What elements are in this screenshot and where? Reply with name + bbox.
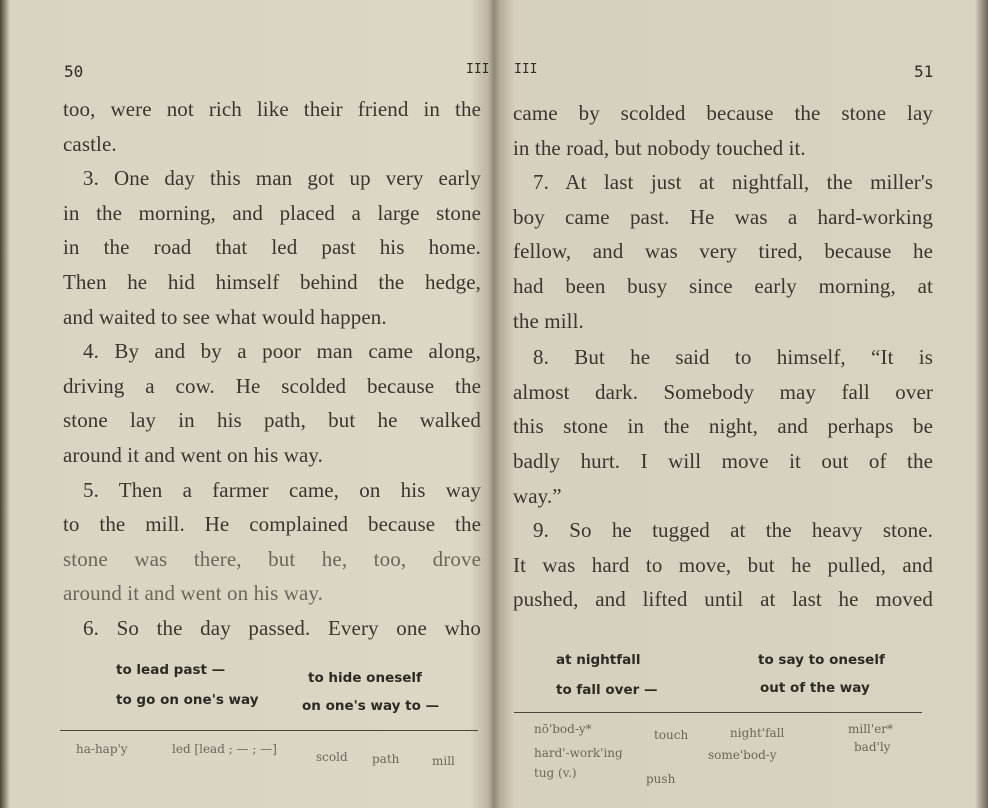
- paragraph-start: 3. One day this man got up very early: [83, 166, 481, 191]
- text-line: way.”: [513, 483, 562, 508]
- pronunciation-item: some'bod-y: [708, 748, 777, 762]
- pronunciation-item: mill'er*: [848, 722, 894, 736]
- vocab-item: to lead past —: [116, 662, 226, 678]
- chapter-mark: III: [514, 62, 538, 77]
- text-line: to the mill. He complained because the: [63, 512, 481, 537]
- text-line: Then he hid himself behind the hedge,: [63, 269, 481, 294]
- pronunciation-item: led [lead ; — ; —]: [172, 742, 277, 756]
- text-line: came by scolded because the stone lay: [513, 101, 933, 125]
- right-page: [496, 0, 988, 808]
- chapter-mark: III: [466, 62, 490, 77]
- vocab-item: to say to oneself: [758, 652, 885, 668]
- paragraph-start: 7. At last just at nightfall, the miller's: [533, 170, 933, 195]
- paragraph-start: 8. But he said to himself, “It is: [533, 345, 933, 370]
- text-line: stone was there, but he, too, drove: [63, 546, 481, 571]
- pronunciation-list: [76, 742, 476, 772]
- page-number: 50: [64, 62, 84, 81]
- pronunciation-item: push: [646, 772, 676, 786]
- pronunciation-item: nō'bod-y*: [534, 722, 592, 736]
- pronunciation-item: hard'-work'ing: [534, 746, 623, 760]
- text-line: almost dark. Somebody may fall over: [513, 379, 933, 404]
- text-line: around it and went on his way.: [63, 442, 324, 467]
- text-line: in the road that led past his home.: [63, 235, 481, 260]
- vocab-item: out of the way: [760, 680, 870, 696]
- text-line: driving a cow. He scolded because the: [63, 373, 481, 398]
- page-text: [63, 92, 481, 646]
- vocabulary-box: [556, 652, 946, 712]
- left-page: [0, 0, 490, 808]
- text-line: and waited to see what would happen.: [63, 304, 387, 329]
- pronunciation-item: touch: [654, 728, 689, 742]
- pronunciation-item: mill: [432, 754, 455, 768]
- text-line: this stone in the night, and perhaps be: [513, 414, 933, 439]
- text-line: around it and went on his way.: [63, 581, 324, 606]
- text-line: It was hard to move, but he pulled, and: [513, 552, 933, 577]
- page-text: [513, 96, 933, 617]
- paragraph-start: 9. So he tugged at the heavy stone.: [533, 518, 933, 543]
- vocab-item: on one's way to —: [302, 698, 440, 714]
- text-line: stone lay in his path, but he walked: [63, 408, 481, 433]
- vocab-item: to go on one's way: [116, 692, 259, 708]
- paragraph-start: 4. By and by a poor man came along,: [83, 339, 481, 364]
- paragraph-start: 6. So the day passed. Every one who: [83, 615, 481, 640]
- divider-line: [514, 712, 922, 713]
- pronunciation-item: bad'ly: [854, 740, 891, 754]
- vocab-item: at nightfall: [556, 652, 641, 668]
- pronunciation-item: ha-hap'y: [76, 742, 128, 756]
- vocabulary-box: [116, 662, 476, 722]
- text-line: the mill.: [513, 308, 584, 333]
- divider-line: [60, 730, 478, 731]
- vocab-item: to hide oneself: [308, 670, 422, 686]
- text-line: pushed, and lifted until at last he moved: [513, 587, 933, 612]
- text-line: castle.: [63, 131, 117, 156]
- text-line: in the road, but nobody touched it.: [513, 135, 806, 160]
- pronunciation-item: tug (v.): [534, 766, 577, 780]
- pronunciation-item: path: [372, 752, 400, 766]
- text-line: in the morning, and placed a large stone: [63, 200, 481, 225]
- text-line: badly hurt. I will move it out of the: [513, 448, 933, 473]
- text-line: fellow, and was very tired, because he: [513, 239, 933, 264]
- vocab-item: to fall over —: [556, 682, 658, 698]
- pronunciation-list: [534, 722, 934, 788]
- text-line: boy came past. He was a hard-working: [513, 204, 933, 229]
- text-line: had been busy since early morning, at: [513, 273, 933, 298]
- paragraph-start: 5. Then a farmer came, on his way: [83, 477, 481, 502]
- pronunciation-item: scold: [316, 750, 348, 764]
- page-number: 51: [914, 62, 934, 81]
- pronunciation-item: night'fall: [730, 726, 785, 740]
- text-line: too, were not rich like their friend in the: [63, 97, 481, 121]
